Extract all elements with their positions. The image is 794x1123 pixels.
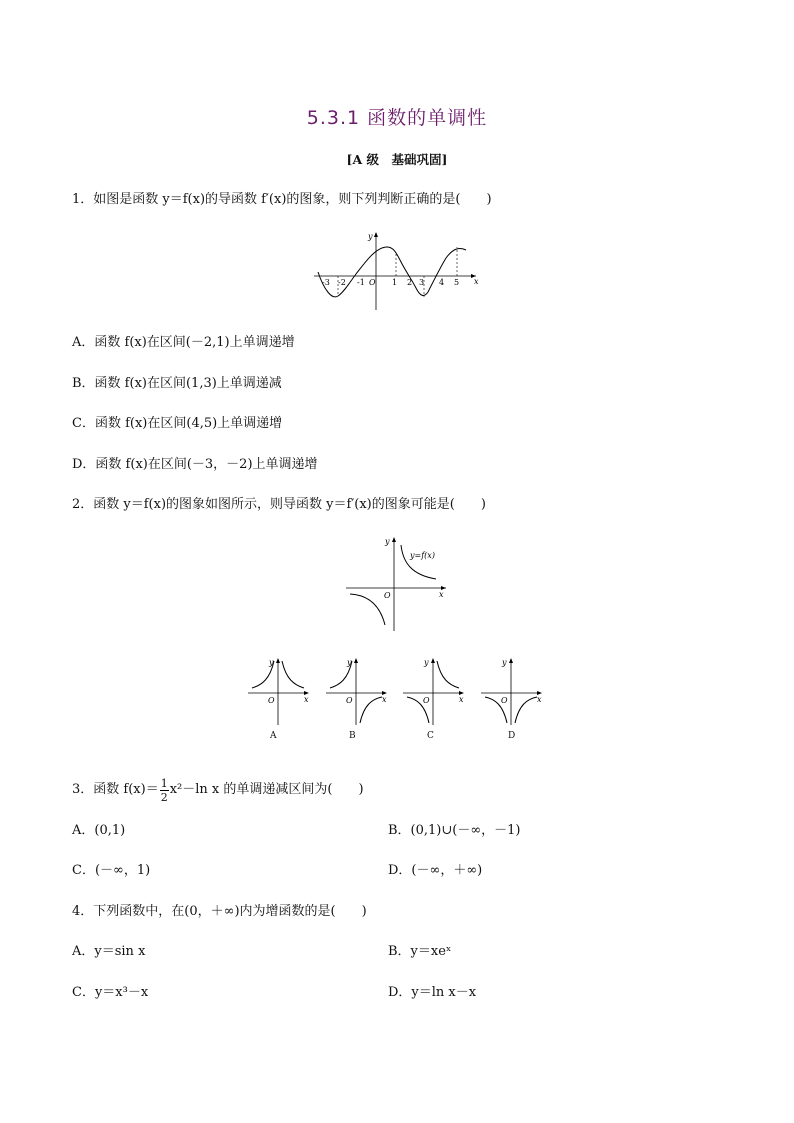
q2-stem: 2．函数 y＝f(x)的图象如图所示，则导函数 y＝f′(x)的图象可能是( ) [72, 497, 486, 512]
svg-text:O: O [501, 696, 508, 705]
q1-option-b: B．函数 f(x)在区间(1,3)上单调递减 [72, 376, 282, 391]
q1-tick-label: 5 [454, 278, 460, 287]
svg-text:x: x [304, 695, 309, 704]
q2-choice-a-label: A [270, 731, 277, 741]
svg-text:y: y [424, 658, 429, 667]
svg-text:x: x [537, 695, 542, 704]
q4-option-c: C．y＝x³－x [72, 985, 149, 1000]
q1-derivative-curve [318, 247, 466, 297]
q2-x-label: x [439, 590, 444, 599]
svg-text:y: y [269, 658, 274, 667]
q2-choice-b-label: B [349, 731, 356, 741]
q2-choice-b-graph [322, 655, 390, 727]
q1-derivative-graph [310, 228, 482, 314]
q1-stem: 1．如图是函数 y＝f(x)的导函数 f′(x)的图象，则下列判断正确的是( ) [72, 192, 492, 207]
q3-fraction-denominator: 2 [160, 790, 168, 804]
section-heading: [A 级 基础巩固] [346, 152, 448, 167]
svg-text:O: O [423, 696, 430, 705]
q3-option-a: A．(0,1) [72, 823, 126, 838]
q3-stem-before: 3．函数 f(x)＝ [72, 782, 159, 797]
q1-tick-label: 2 [407, 278, 413, 287]
q1-y-arrow [374, 232, 378, 237]
q2-choice-c-graph [399, 655, 467, 727]
q2-choice-d-label: D [508, 731, 516, 741]
q2-left-branch [350, 594, 385, 625]
q1-y-label: y [368, 232, 373, 241]
q1-tick-label: -3 [322, 278, 330, 287]
q1-tick-label: -2 [338, 278, 346, 287]
q4-option-a: A．y＝sin x [72, 944, 146, 959]
svg-text:O: O [268, 696, 275, 705]
svg-text:y: y [347, 658, 352, 667]
q3-fraction [160, 777, 169, 804]
q3-fraction-numerator: 1 [160, 776, 168, 790]
q2-curve-label: y=f(x) [410, 551, 435, 560]
q1-tick-label: 4 [439, 278, 445, 287]
q2-function-graph [342, 533, 452, 635]
q1-option-d: D．函数 f(x)在区间(－3，－2)上单调递增 [72, 457, 318, 472]
q1-origin: O [369, 278, 376, 287]
q3-stem [72, 774, 364, 806]
svg-text:x: x [459, 695, 464, 704]
q3-option-d: D．(－∞，＋∞) [388, 863, 483, 878]
q1-tick-label: 1 [392, 278, 398, 287]
q4-option-d: D．y＝ln x－x [388, 985, 477, 1000]
svg-text:y: y [502, 658, 507, 667]
q2-y-label: y [385, 537, 390, 546]
q4-stem: 4．下列函数中，在(0，＋∞)内为增函数的是( ) [72, 904, 367, 919]
q2-choice-a-graph [244, 655, 312, 727]
q1-x-label: x [474, 277, 479, 286]
svg-text:O: O [346, 696, 353, 705]
q2-origin: O [384, 591, 391, 600]
q3-option-c: C．(－∞，1) [72, 863, 151, 878]
q3-option-b: B．(0,1)∪(－∞，－1) [388, 823, 521, 838]
page-title: 5.3.1 函数的单调性 [306, 107, 488, 129]
q4-option-b: B．y＝xeˣ [388, 944, 452, 959]
q2-choice-c-label: C [427, 731, 434, 741]
q3-stem-after: x²－ln x 的单调递减区间为( ) [169, 782, 364, 797]
q1-option-a: A．函数 f(x)在区间(－2,1)上单调递增 [72, 335, 295, 350]
q1-tick-label: -1 [357, 278, 365, 287]
q1-option-c: C．函数 f(x)在区间(4,5)上单调递增 [72, 416, 283, 431]
q2-choice-d-graph [477, 655, 545, 727]
svg-text:x: x [382, 695, 387, 704]
q1-tick-label: 3 [419, 278, 425, 287]
